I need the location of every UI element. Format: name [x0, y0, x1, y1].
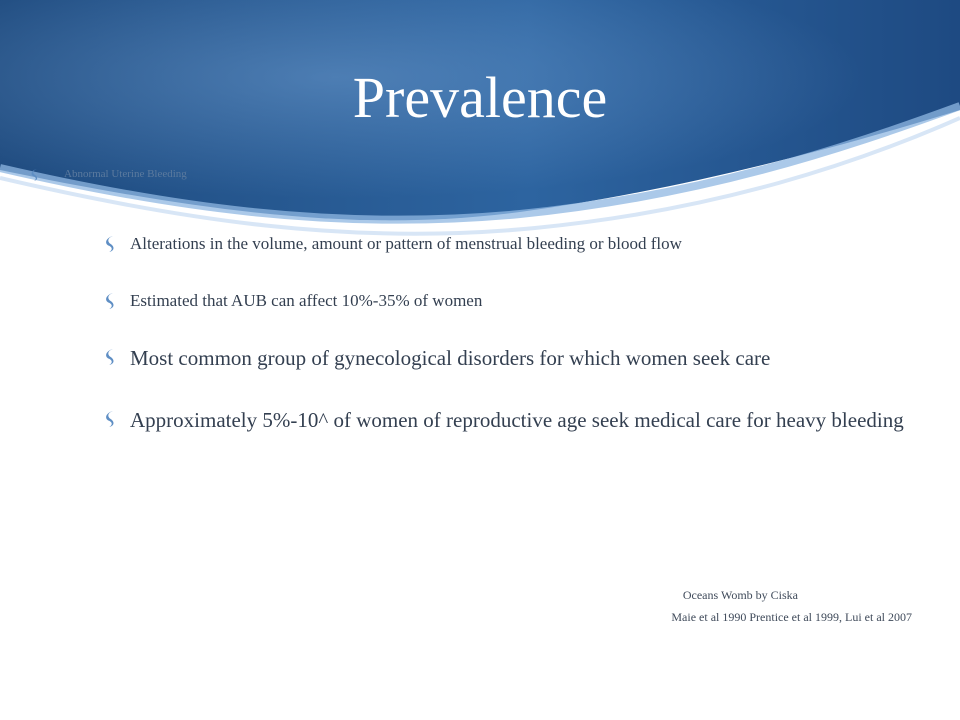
swirl-bullet-icon: [104, 408, 122, 435]
bullet-text-2: Estimated that AUB can affect 10%-35% of women: [130, 291, 483, 310]
bullet-row-3: [104, 346, 770, 373]
bullet-row-2: [104, 291, 482, 316]
bullet-row-1: [104, 234, 682, 259]
swirl-bullet-icon: [104, 346, 122, 373]
small-bullet-row: [30, 168, 187, 187]
source-citation: Maie et al 1990 Prentice et al 1999, Lui et al 2007: [671, 610, 912, 624]
swirl-bullet-icon: [104, 234, 122, 259]
swirl-bullet-icon: [30, 168, 48, 187]
bullet-row-4: [104, 408, 904, 435]
small-bullet-text: Abnormal Uterine Bleeding: [64, 168, 187, 180]
image-credit: Oceans Womb by Ciska: [682, 588, 798, 602]
bullet-text-3: Most common group of gynecological disorders for which women seek care: [130, 346, 771, 370]
bullet-text-1: Alterations in the volume, amount or pattern of menstrual bleeding or blood flow: [130, 234, 682, 253]
slide-title: Prevalence: [352, 65, 608, 130]
swirl-bullet-icon: [104, 291, 122, 316]
bullet-text-4: Approximately 5%-10^ of women of reproductive age seek medical care for heavy bleeding: [130, 408, 904, 432]
